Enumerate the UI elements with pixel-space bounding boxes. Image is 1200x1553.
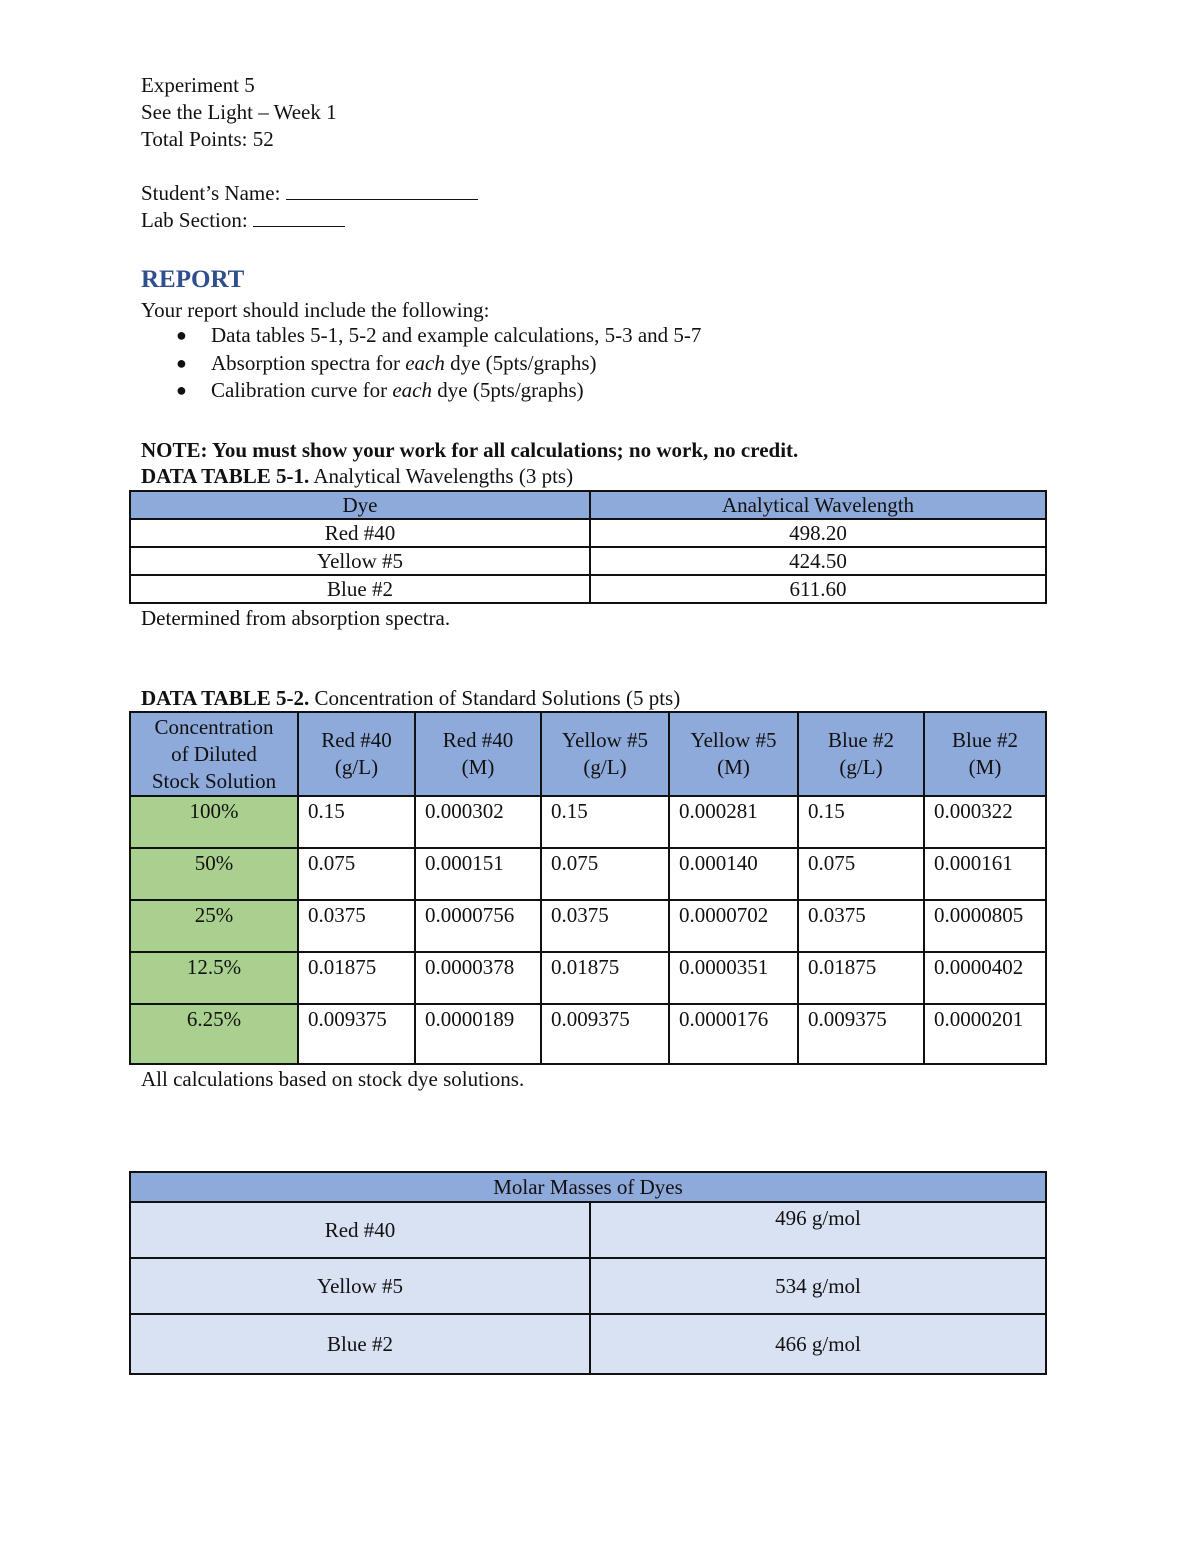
analytical-wavelengths-table <box>129 490 1047 604</box>
table-row <box>130 519 1046 547</box>
table-cell: 0.0000702 <box>669 900 798 952</box>
table-cell: 0.000322 <box>924 796 1046 848</box>
column-header: Concentration of Diluted Stock Solution <box>130 712 298 796</box>
table-cell: 534 g/mol <box>590 1258 1046 1314</box>
bullet-icon: ● <box>176 380 187 400</box>
table-cell: 6.25% <box>130 1004 298 1064</box>
report-intro: Your report should include the following: <box>141 298 490 322</box>
table-cell: 0.075 <box>541 848 669 900</box>
table-row <box>130 796 1046 848</box>
table51-caption: DATA TABLE 5-1. Analytical Wavelengths (3 pts) <box>141 464 574 488</box>
table-cell: 0.01875 <box>798 952 924 1004</box>
table-cell: 496 g/mol <box>590 1202 1046 1258</box>
table-row <box>130 575 1046 603</box>
column-header: Yellow #5 (M) <box>669 712 798 796</box>
table-cell: 0.0375 <box>541 900 669 952</box>
table-cell: 0.0000402 <box>924 952 1046 1004</box>
student-name-blank[interactable] <box>286 181 478 200</box>
total-points: Total Points: 52 <box>141 127 274 151</box>
list-item: ● Data tables 5-1, 5-2 and example calculations, 5-3 and 5-7 <box>141 322 701 350</box>
column-header-wavelength: Analytical Wavelength <box>590 491 1046 519</box>
table-cell: 498.20 <box>590 519 1046 547</box>
table-cell: 50% <box>130 848 298 900</box>
lab-section-label: Lab Section: <box>141 208 248 232</box>
lab-section-line <box>141 207 345 234</box>
table-cell: 25% <box>130 900 298 952</box>
table-cell: 0.15 <box>798 796 924 848</box>
table-cell: 0.0000189 <box>415 1004 541 1064</box>
table-cell: 0.0000378 <box>415 952 541 1004</box>
table-cell: 0.075 <box>798 848 924 900</box>
table-cell: 12.5% <box>130 952 298 1004</box>
table-cell: 0.0375 <box>798 900 924 952</box>
table-cell: 0.01875 <box>298 952 415 1004</box>
table-cell: 0.0375 <box>298 900 415 952</box>
header-row <box>130 712 1046 796</box>
table-cell: 0.000151 <box>415 848 541 900</box>
table52-footnote: All calculations based on stock dye solutions. <box>141 1067 525 1091</box>
table-row <box>130 900 1046 952</box>
student-name-label: Student’s Name: <box>141 181 281 205</box>
table-row <box>130 1004 1046 1064</box>
column-header: Red #40 (g/L) <box>298 712 415 796</box>
table-row <box>130 547 1046 575</box>
table-cell: Blue #2 <box>130 575 590 603</box>
column-header: Red #40 (M) <box>415 712 541 796</box>
table-cell: 424.50 <box>590 547 1046 575</box>
table-row <box>130 952 1046 1004</box>
table-cell: 0.000281 <box>669 796 798 848</box>
table-row <box>130 1258 1046 1314</box>
column-header: Blue #2 (g/L) <box>798 712 924 796</box>
column-header: Blue #2 (M) <box>924 712 1046 796</box>
molar-masses-table <box>129 1171 1047 1375</box>
table-cell: 0.15 <box>541 796 669 848</box>
column-header: Yellow #5 (g/L) <box>541 712 669 796</box>
list-item: ● Absorption spectra for each dye (5pts/graphs) <box>141 350 701 378</box>
table-cell: 0.0000351 <box>669 952 798 1004</box>
standard-solutions-table <box>129 711 1047 1065</box>
table-cell: 0.009375 <box>798 1004 924 1064</box>
table-row <box>130 1314 1046 1374</box>
table-cell: 611.60 <box>590 575 1046 603</box>
table-cell: 0.0000176 <box>669 1004 798 1064</box>
molar-masses-title: Molar Masses of Dyes <box>130 1172 1046 1202</box>
table-row <box>130 1202 1046 1258</box>
column-header-dye: Dye <box>130 491 590 519</box>
bullet-icon: ● <box>176 352 187 373</box>
report-requirements-list <box>141 322 701 405</box>
lab-section-blank[interactable] <box>253 208 345 227</box>
table52-caption: DATA TABLE 5-2. Concentration of Standard Solutions (5 pts) <box>141 686 681 710</box>
table-cell: 0.000161 <box>924 848 1046 900</box>
table-cell: Yellow #5 <box>130 1258 590 1314</box>
table-cell: 0.000140 <box>669 848 798 900</box>
experiment-subtitle: See the Light – Week 1 <box>141 100 337 124</box>
table-cell: 0.000302 <box>415 796 541 848</box>
table-cell: 0.075 <box>298 848 415 900</box>
table-cell: Red #40 <box>130 519 590 547</box>
table-row <box>130 848 1046 900</box>
table-cell: 466 g/mol <box>590 1314 1046 1374</box>
bullet-icon: ● <box>176 325 187 345</box>
table-cell: Red #40 <box>130 1202 590 1258</box>
table-cell: 100% <box>130 796 298 848</box>
list-item: ● Calibration curve for each dye (5pts/graphs) <box>141 377 701 405</box>
table-cell: 0.15 <box>298 796 415 848</box>
report-heading: REPORT <box>141 266 245 293</box>
table-cell: 0.0000805 <box>924 900 1046 952</box>
student-name-line <box>141 180 478 207</box>
table-cell: Blue #2 <box>130 1314 590 1374</box>
table-cell: 0.009375 <box>541 1004 669 1064</box>
table-cell: 0.0000201 <box>924 1004 1046 1064</box>
table-cell: 0.0000756 <box>415 900 541 952</box>
experiment-number: Experiment 5 <box>141 73 255 97</box>
table-cell: 0.01875 <box>541 952 669 1004</box>
note-text: NOTE: You must show your work for all calculations; no work, no credit. <box>141 438 799 462</box>
table-cell: 0.009375 <box>298 1004 415 1064</box>
table-cell: Yellow #5 <box>130 547 590 575</box>
table51-footnote: Determined from absorption spectra. <box>141 606 451 630</box>
